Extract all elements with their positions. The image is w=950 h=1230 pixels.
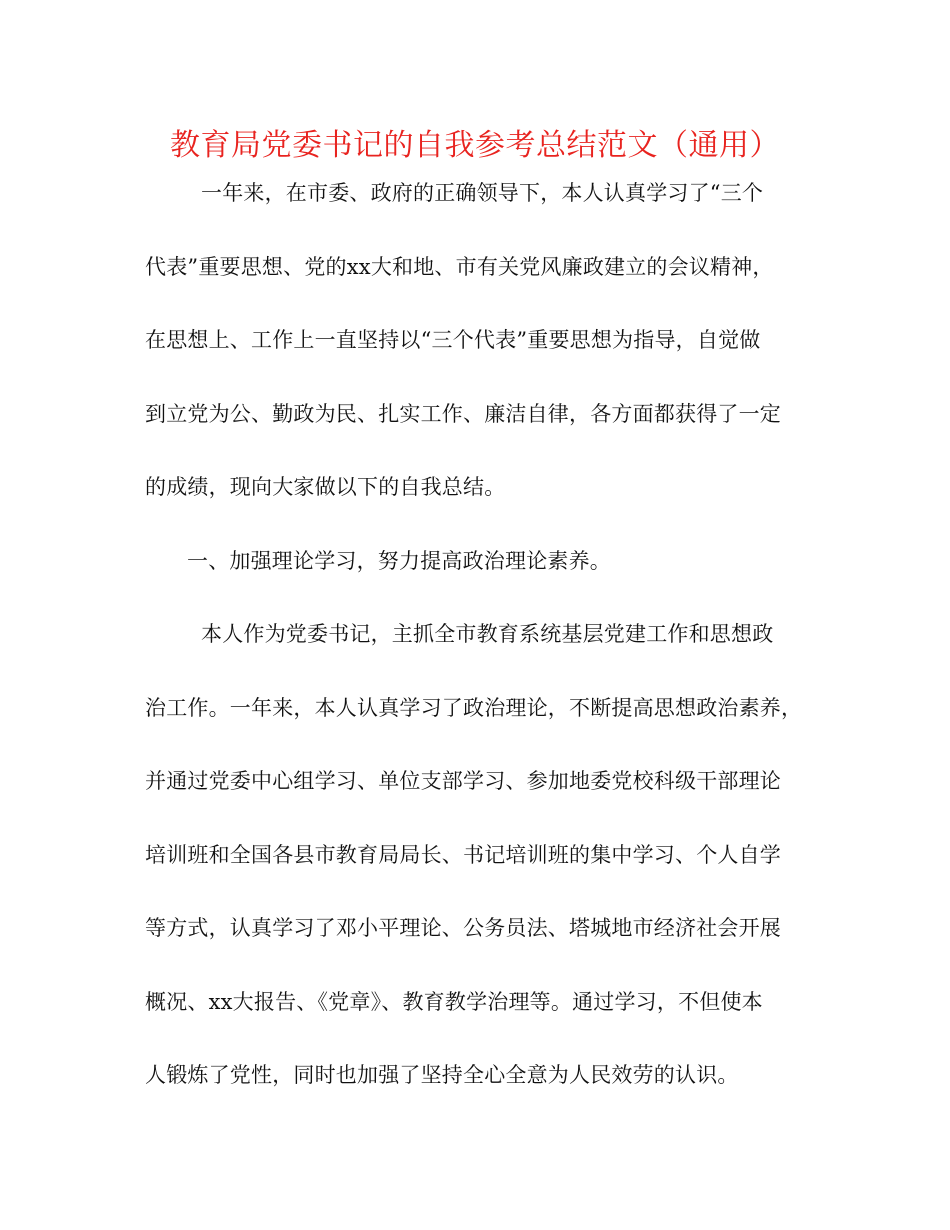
document-body — [145, 171, 810, 1127]
paragraph-line: 的成绩，现向大家做以下的自我总结。 — [145, 475, 506, 499]
section-heading: 一、加强理论学习，努力提高政治理论素养。 — [187, 548, 611, 573]
paragraph-line: 人锻炼了党性，同时也加强了坚持全心全意为人民效劳的认识。 — [145, 1063, 739, 1087]
paragraph-line: 概况、xx大报告、《党章》、教育教学治理等。通过学习，不但使本 — [145, 989, 763, 1014]
paragraph-line: 等方式，认真学习了邓小平理论、公务员法、塔城地市经济社会开展 — [145, 916, 781, 940]
paragraph-line: 本人作为党委书记，主抓全市教育系统基层党建工作和思想政 — [201, 622, 774, 646]
document-title: 教育局党委书记的自我参考总结范文（通用） — [170, 128, 780, 163]
paragraph-line: 在思想上、工作上一直坚持以“三个代表”重要思想为指导，自觉做 — [145, 328, 761, 352]
paragraph-line: 培训班和全国各县市教育局局长、书记培训班的集中学习、个人自学 — [145, 842, 781, 867]
paragraph-line: 治工作。一年来，本人认真学习了政治理论，不断提高思想政治素养， — [145, 695, 803, 720]
paragraph-line: 并通过党委中心组学习、单位支部学习、参加地委党校科级干部理论 — [145, 769, 781, 793]
paragraph-line: 到立党为公、勤政为民、扎实工作、廉洁自律，各方面都获得了一定 — [145, 401, 781, 426]
paragraph-line: 代表”重要思想、党的xx大和地、市有关党风廉政建立的会议精神， — [145, 254, 774, 279]
paragraph-line: 一年来，在市委、政府的正确领导下，本人认真学习了“三个 — [201, 181, 764, 205]
